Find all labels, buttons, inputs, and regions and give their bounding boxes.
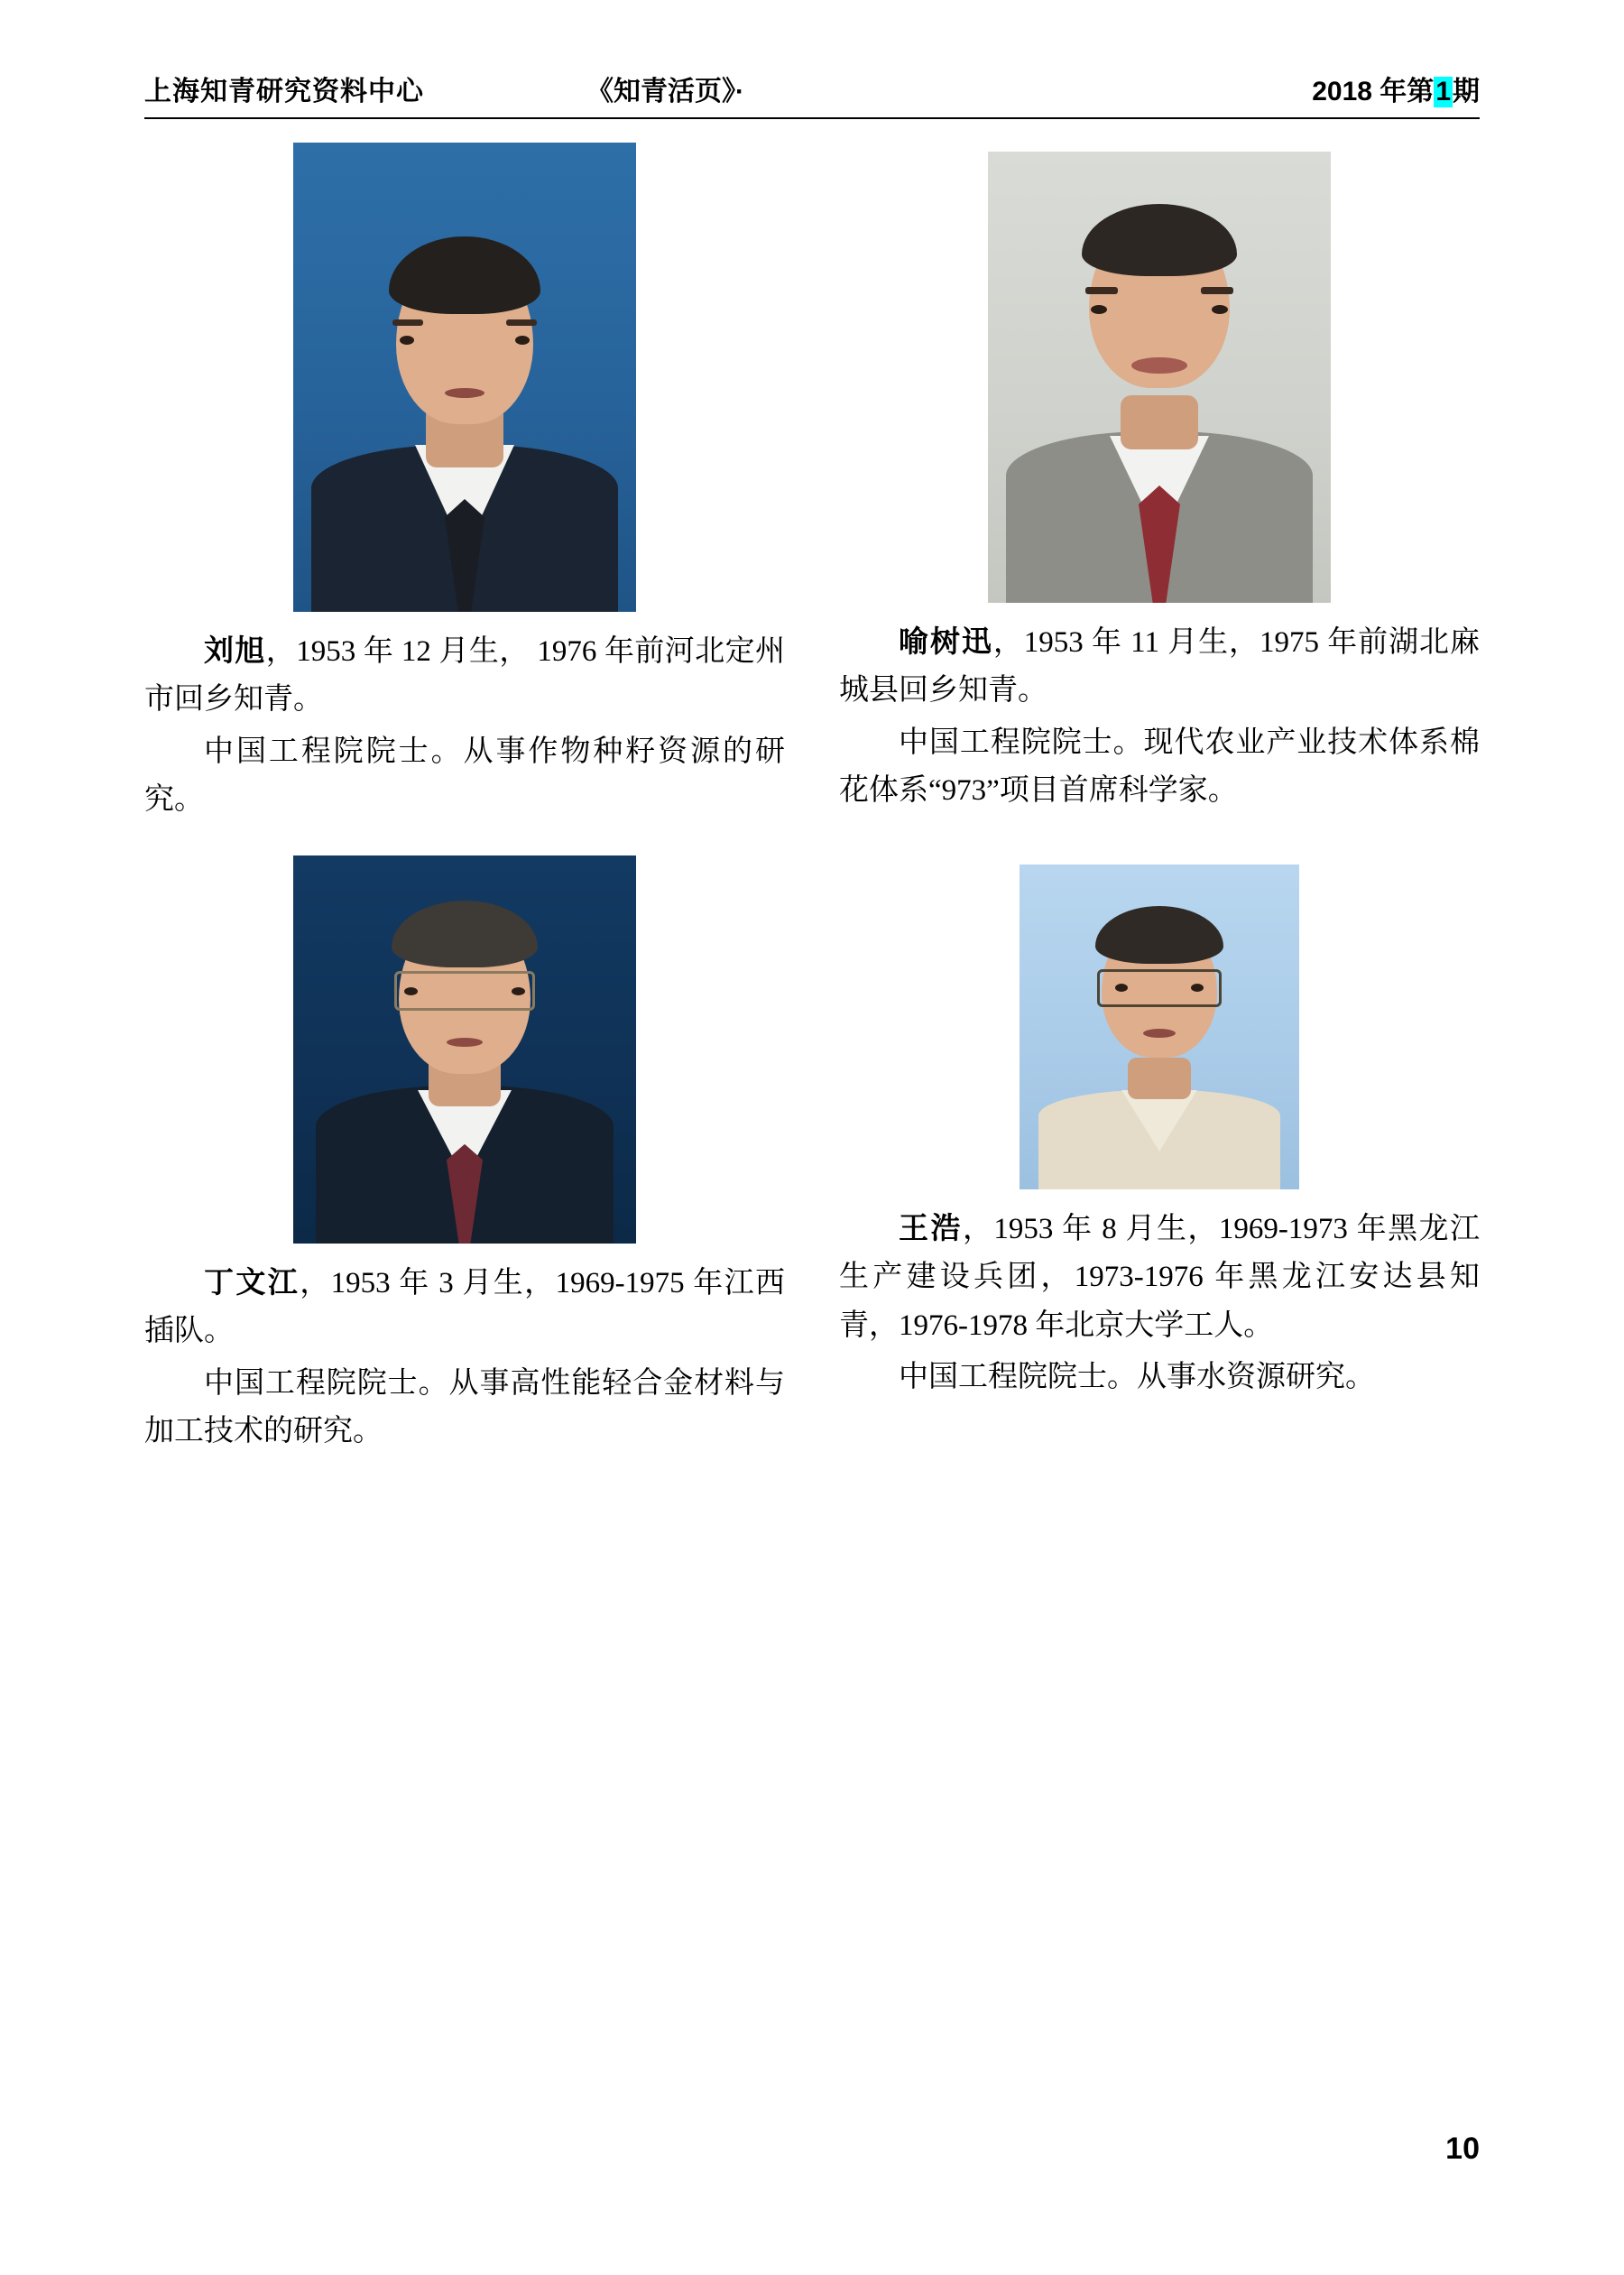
bio-paragraph [144, 628, 785, 725]
person-name: 刘旭 [204, 635, 266, 668]
header-organization: 上海知青研究资料中心 [144, 77, 424, 106]
caption-yu-shuxun [839, 619, 1480, 816]
mouth [445, 388, 484, 398]
photo-wrap-wang-hao [839, 865, 1480, 1189]
hair [392, 901, 538, 967]
eyebrow-right [1201, 287, 1233, 294]
entry-liu-xu [144, 143, 785, 825]
right-column [839, 143, 1480, 1466]
person-bio: ，1953 年 11 月生，1975 年前湖北麻城县回乡知青。 [839, 626, 1480, 707]
photo-wrap-liu-xu [144, 143, 785, 612]
person-name: 丁文江 [204, 1266, 300, 1299]
note-paragraph: 中国工程院院士。从事高性能轻合金材料与加工技术的研究。 [144, 1366, 785, 1448]
portrait-photo-yu-shuxun [988, 152, 1331, 603]
eye-right [515, 336, 530, 345]
eyebrow-left [1085, 287, 1118, 294]
caption-ding-wenjiang [144, 1260, 785, 1457]
portrait-photo-wang-hao [1020, 865, 1299, 1189]
note-paragraph: 中国工程院院士。从事水资源研究。 [899, 1361, 1375, 1394]
neck [1121, 395, 1198, 449]
person-name: 王浩 [899, 1212, 963, 1245]
eyebrow-left [392, 319, 423, 326]
person-bio: ，1953 年 12 月生， 1976 年前河北定州市回乡知青。 [144, 635, 786, 717]
bio-paragraph [839, 619, 1480, 716]
eye-right [512, 987, 525, 995]
hair [1095, 906, 1223, 964]
header-issue [1312, 69, 1480, 108]
left-column [144, 143, 785, 1466]
header-divider [144, 117, 1480, 119]
header-publication-title: 《知青活页》· [586, 77, 744, 106]
eye-left [1091, 305, 1107, 314]
eye-left [400, 336, 414, 345]
eye-left [1115, 984, 1128, 992]
person-figure [1020, 865, 1299, 1189]
mouth [447, 1038, 483, 1047]
bio-paragraph [839, 1206, 1480, 1350]
entry-yu-shuxun [839, 152, 1480, 816]
person-name: 喻树迅 [899, 626, 993, 659]
photo-wrap-yu-shuxun [839, 152, 1480, 603]
hair [1082, 204, 1237, 276]
portrait-photo-ding-wenjiang [293, 855, 636, 1244]
header-issue-prefix: 2018 年第 [1312, 77, 1435, 106]
page-header [144, 0, 1480, 108]
eyebrow-right [506, 319, 537, 326]
content-columns [144, 143, 1480, 1466]
hair [389, 236, 540, 314]
header-issue-suffix: 期 [1453, 77, 1480, 106]
eye-right [1191, 984, 1204, 992]
person-figure [293, 143, 636, 612]
caption-liu-xu [144, 628, 785, 825]
neck [1128, 1058, 1191, 1099]
person-figure [293, 855, 636, 1244]
entry-wang-hao [839, 865, 1480, 1402]
portrait-photo-liu-xu [293, 143, 636, 612]
photo-wrap-ding-wenjiang [144, 855, 785, 1244]
note-paragraph: 中国工程院院士。从事作物种籽资源的研究。 [144, 735, 785, 817]
entry-ding-wenjiang [144, 855, 785, 1457]
caption-wang-hao [839, 1206, 1480, 1402]
person-bio: ，1953 年 8 月生，1969-1973 年黑龙江生产建设兵团，1973-1976 年黑龙江安达县知青，1976-1978 年北京大学工人。 [839, 1212, 1480, 1342]
person-bio: ，1953 年 3 月生，1969-1975 年江西插队。 [144, 1266, 785, 1348]
mouth [1131, 357, 1187, 374]
bio-paragraph [144, 1260, 785, 1356]
person-figure [988, 152, 1331, 603]
note-paragraph: 中国工程院院士。现代农业产业技术体系棉花体系“973”项目首席科学家。 [839, 726, 1480, 808]
header-issue-number: 1 [1435, 77, 1451, 106]
eye-right [1212, 305, 1228, 314]
eye-left [404, 987, 418, 995]
mouth [1143, 1029, 1176, 1038]
page-number: 10 [1445, 2132, 1480, 2166]
